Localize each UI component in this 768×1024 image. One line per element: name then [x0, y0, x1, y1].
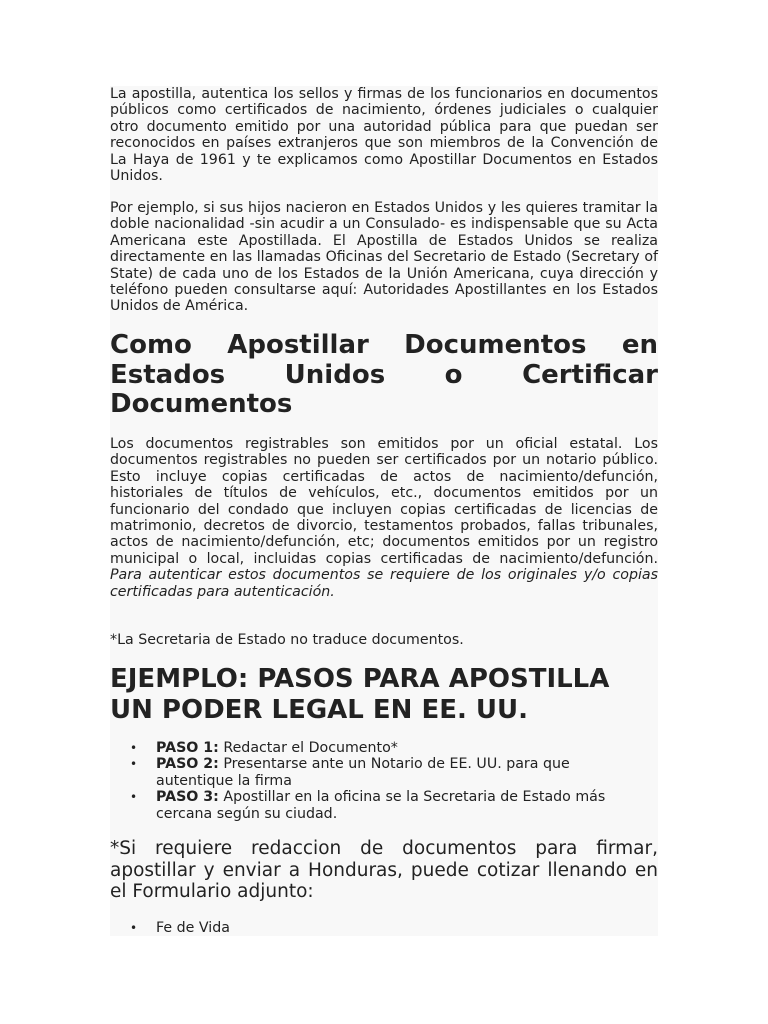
services-list	[110, 920, 658, 936]
intro-paragraph: La apostilla, autentica los sellos y firmas de los funcionarios en documentos públicos como certificados de nacimiento, órdenes judiciales o cualquier otro documento emitido por una autoridad pública para que puedan ser reconocidos en países extranjeros que son miembros de la Convención de La Haya de 1961 y te explicamos como Apostillar Documentos en Estados Unidos.	[110, 86, 658, 185]
step-text: Apostillar en la oficina se la Secretaria de Estado más cercana según su ciudad.	[156, 789, 606, 822]
step-text: Presentarse ante un Notario de EE. UU. para que autentique la firma	[156, 756, 570, 789]
documents-paragraph	[110, 436, 658, 600]
list-item	[110, 740, 658, 756]
form-callout: *Si requiere redaccion de documentos para firmar, apostillar y enviar a Honduras, puede cotizar llenando en el Formulario adjunto:	[110, 838, 658, 902]
service-item: Fe de Vida	[156, 920, 230, 936]
steps-heading: EJEMPLO: PASOS PARA APOSTILLA UN PODER LEGAL EN EE. UU.	[110, 664, 610, 725]
step-label: PASO 3:	[156, 789, 219, 806]
documents-paragraph-italic: Para autenticar estos documentos se requiere de los originales y/o copias certificadas para autenticación.	[110, 567, 658, 600]
list-item	[110, 920, 658, 936]
step-label: PASO 2:	[156, 756, 219, 773]
step-text: Redactar el Documento*	[223, 740, 398, 756]
bullet-icon: •	[130, 921, 138, 935]
bullet-icon: •	[130, 741, 138, 755]
list-item	[110, 756, 658, 789]
document-page	[110, 86, 658, 936]
documents-paragraph-text: Los documentos registrables son emitidos por un oficial estatal. Los documentos registrables no pueden ser certificados por un notario público. Esto incluye copias certificadas de actos de nacimiento/defunción, historiales de títulos de vehículos, etc., documentos emitidos por un funcionario del condado que incluyen copias certificadas de licencias de matrimonio, decretos de divorcio, testamentos probados, fallas tribunales, actos de nacimiento/defunción, etc; documentos emitidos por un registro municipal o local, incluidas copias certificadas de nacimiento/defunción.	[110, 436, 658, 567]
step-label: PASO 1:	[156, 740, 219, 756]
translation-note: *La Secretaria de Estado no traduce documentos.	[110, 632, 464, 648]
bullet-icon: •	[130, 757, 138, 772]
list-item	[110, 789, 658, 822]
steps-list	[110, 740, 658, 822]
example-paragraph: Por ejemplo, si sus hijos nacieron en Estados Unidos y les quieres tramitar la doble nacionalidad -sin acudir a un Consulado- es indispensable que su Acta Americana este Apostillada. El Apostilla de Estados Unidos se realiza directamente en las llamadas Oficinas del Secretario de Estado (Secretary of State) de cada uno de los Estados de la Unión Americana, cuya dirección y teléfono pueden consultarse aquí: Autoridades Apostillantes en los Estados Unidos de América.	[110, 200, 658, 315]
section-heading: Como Apostillar Documentos en Estados Unidos o Certificar Documentos	[110, 330, 658, 419]
bullet-icon: •	[130, 790, 138, 805]
